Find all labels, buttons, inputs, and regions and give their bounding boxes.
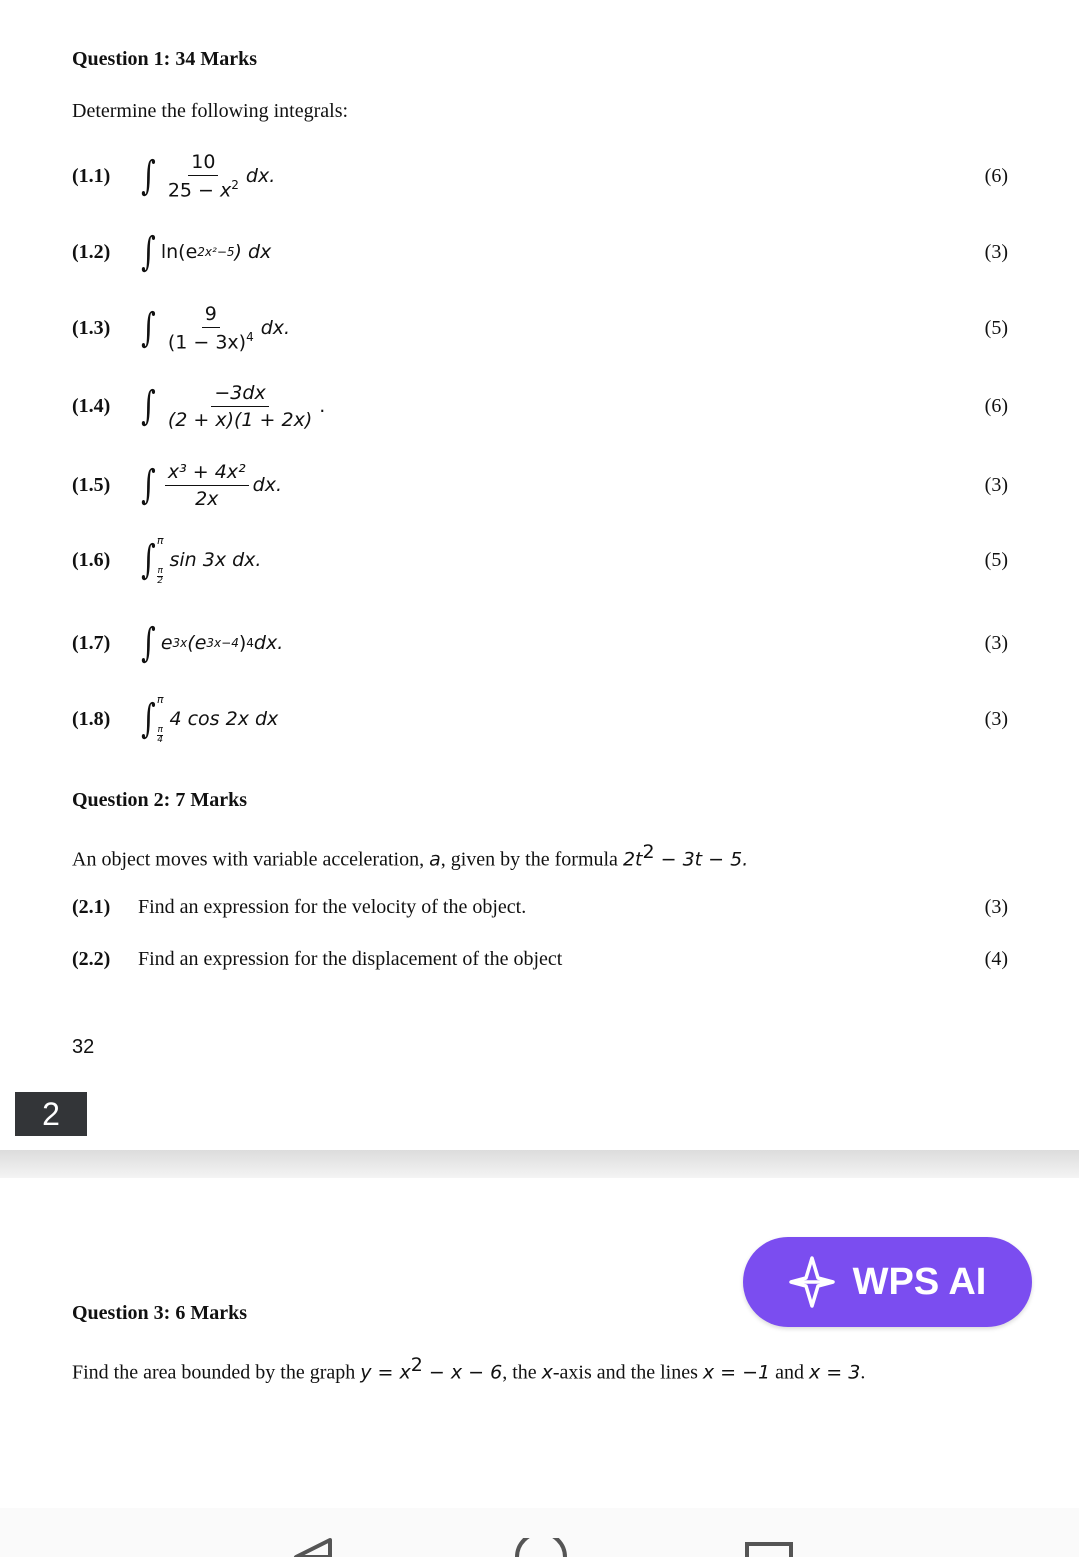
denominator — [165, 176, 242, 201]
exponent: 2 — [231, 177, 239, 192]
question-number: (1.4) — [72, 395, 111, 417]
lower-limit-num: π — [157, 725, 163, 735]
lower-limit-den: 2 — [157, 576, 164, 586]
intro-text: , given by the formula — [440, 848, 623, 871]
page-indicator-badge: 2 — [15, 1092, 87, 1136]
integral-expression — [138, 298, 290, 358]
question-1-3 — [72, 298, 1008, 358]
text-part: , the — [502, 1361, 542, 1384]
axis-var: x — [541, 1361, 553, 1384]
integral-sign-icon: ∫ — [141, 537, 156, 583]
lower-limit — [157, 726, 164, 745]
numerator: x³ + 4x² — [165, 461, 249, 486]
upper-limit: π — [156, 693, 164, 706]
equation-part: − x − 6 — [422, 1361, 503, 1384]
text-part: Find the area bounded by the graph — [72, 1361, 361, 1384]
lower-limit-num: π — [157, 566, 163, 576]
question-text: Find an expression for the velocity of the object. — [138, 896, 527, 918]
marks: (4) — [984, 948, 1008, 970]
marks: (5) — [984, 317, 1008, 339]
page-divider — [0, 1150, 1079, 1178]
formula-exponent: 2 — [642, 841, 655, 863]
wps-ai-label: WPS AI — [852, 1260, 987, 1303]
integral-limits — [157, 534, 164, 586]
question-number: (1.2) — [72, 241, 111, 263]
integral-expression — [138, 376, 325, 436]
question-1-5 — [72, 455, 1008, 515]
integral-expression — [138, 613, 283, 673]
integrand-part: (e — [187, 632, 207, 654]
question-1-6 — [72, 530, 1008, 590]
marks: (6) — [984, 165, 1008, 187]
question-1-1 — [72, 146, 1008, 206]
integral-expression — [138, 689, 278, 749]
denominator: (2 + x)(1 + 2x) — [167, 408, 313, 431]
marks: (3) — [984, 474, 1008, 496]
denominator — [165, 328, 257, 353]
sparkle-icon — [789, 1256, 835, 1308]
denominator-part: (1 − 3x) — [167, 331, 247, 354]
question-1-heading: Question 1: 34 Marks — [72, 48, 257, 70]
differential: dx. — [253, 632, 284, 654]
formula-part: − 3t − 5. — [654, 848, 749, 871]
denominator-var: x — [220, 179, 232, 202]
integral-sign-icon: ∫ — [141, 305, 156, 351]
question-1-7 — [72, 613, 1008, 673]
recents-icon[interactable] — [745, 1542, 793, 1557]
exponent: 4 — [246, 636, 254, 650]
question-1-2 — [72, 222, 1008, 282]
integrand-part: e — [160, 632, 173, 654]
integrand-part: ) — [238, 632, 247, 654]
numerator: 10 — [188, 151, 218, 176]
integrand: 4 cos 2x dx — [169, 708, 279, 730]
document-page-2 — [0, 1178, 1079, 1508]
lower-limit-den: 4 — [157, 735, 164, 745]
integrand: sin 3x dx. — [169, 549, 262, 571]
equation-part: y = x — [360, 1361, 411, 1384]
equation-exponent: 2 — [410, 1354, 423, 1376]
text-part: . — [860, 1361, 866, 1384]
differential: dx. — [252, 474, 283, 496]
exponent: 3x−4 — [206, 636, 239, 650]
lower-limit — [157, 567, 164, 586]
differential: dx. — [245, 165, 276, 187]
marks: (3) — [984, 708, 1008, 730]
line-equation: x = −1 — [702, 1361, 771, 1384]
question-number: (2.2) — [72, 948, 111, 970]
exponent: 3x — [172, 636, 188, 650]
question-1-4 — [72, 376, 1008, 436]
line-equation: x = 3 — [809, 1361, 861, 1384]
question-number: (1.3) — [72, 317, 111, 339]
integral-sign-icon: ∫ — [141, 153, 156, 199]
question-2-2 — [72, 944, 1008, 974]
denominator: 2x — [195, 487, 219, 510]
fraction — [165, 382, 315, 431]
back-icon[interactable] — [290, 1538, 334, 1557]
integral-sign-icon: ∫ — [141, 229, 156, 275]
integral-sign-icon: ∫ — [141, 620, 156, 666]
exponent: 4 — [246, 329, 254, 344]
question-1-intro: Determine the following integrals: — [72, 100, 349, 122]
upper-limit: π — [156, 534, 164, 547]
integral-sign-icon: ∫ — [141, 462, 156, 508]
marks: (6) — [984, 395, 1008, 417]
acceleration-var: a — [429, 848, 441, 871]
marks: (3) — [984, 896, 1008, 918]
question-2-1 — [72, 892, 1008, 922]
fraction — [165, 303, 257, 353]
intro-text: An object moves with variable acceleration, — [72, 848, 430, 871]
question-number: (1.1) — [72, 165, 111, 187]
numerator: −3dx — [211, 382, 268, 407]
question-number: (1.6) — [72, 549, 111, 571]
integral-expression — [138, 222, 271, 282]
differential: dx. — [260, 317, 291, 339]
denominator-part: 25 − — [167, 179, 221, 202]
numerator: 9 — [202, 303, 220, 328]
wps-ai-button[interactable] — [743, 1237, 1032, 1327]
fraction — [165, 461, 249, 510]
question-number: (1.8) — [72, 708, 111, 730]
fraction — [165, 151, 242, 201]
page-number: 32 — [72, 1036, 95, 1058]
marks: (3) — [984, 241, 1008, 263]
formula-part: 2t — [622, 848, 643, 871]
trailing-period: . — [319, 395, 326, 417]
exponent: 2x²−5 — [197, 245, 235, 259]
question-3-heading: Question 3: 6 Marks — [72, 1302, 247, 1324]
question-number: (2.1) — [72, 896, 111, 918]
question-2-intro — [72, 841, 748, 872]
text-part: -axis and the lines — [552, 1361, 703, 1384]
question-1-8 — [72, 689, 1008, 749]
question-number: (1.7) — [72, 632, 111, 654]
integral-sign-icon: ∫ — [141, 696, 156, 742]
marks: (5) — [984, 549, 1008, 571]
integral-limits — [157, 693, 164, 745]
question-number: (1.5) — [72, 474, 111, 496]
integral-expression — [138, 146, 275, 206]
text-part: and — [770, 1361, 810, 1384]
marks: (3) — [984, 632, 1008, 654]
question-text: Find an expression for the displacement of the object — [138, 948, 563, 970]
integral-expression — [138, 530, 261, 590]
integral-expression — [138, 455, 282, 515]
integrand: ln(e — [160, 241, 198, 263]
differential: ) dx — [234, 241, 272, 263]
home-icon[interactable] — [513, 1538, 569, 1557]
question-2-heading: Question 2: 7 Marks — [72, 789, 247, 811]
android-nav-bar — [0, 1508, 1079, 1557]
integral-sign-icon: ∫ — [141, 383, 156, 429]
question-3-text — [72, 1354, 865, 1385]
